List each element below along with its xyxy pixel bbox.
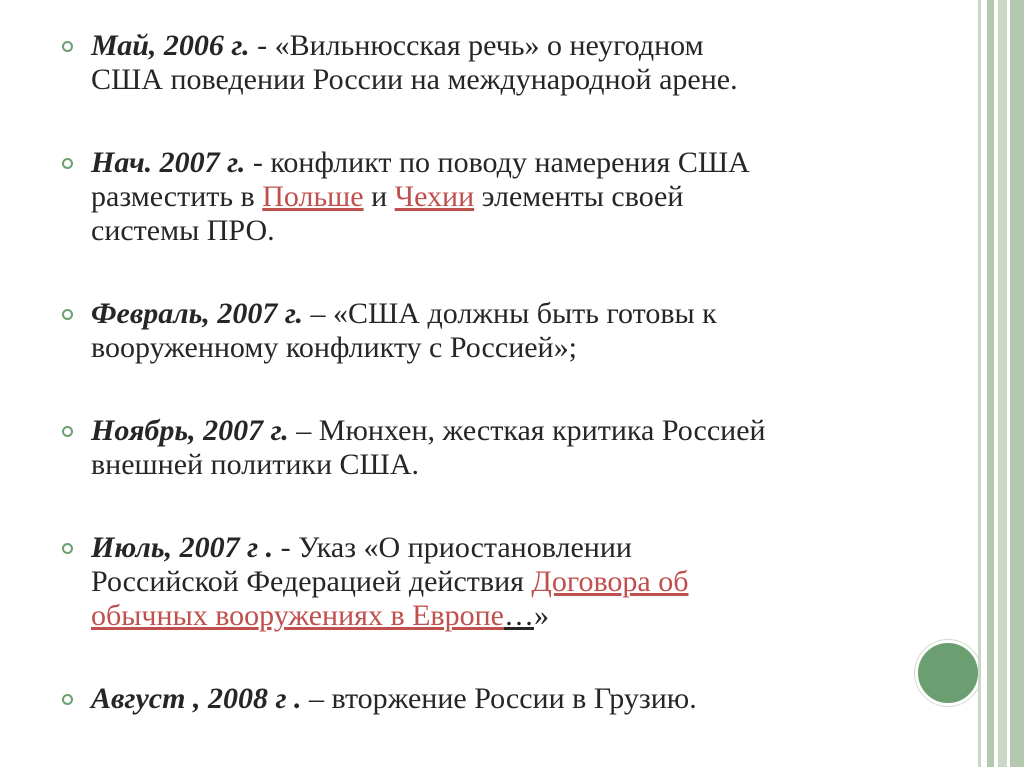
item-text: - конфликт по поводу намерения США: [245, 146, 750, 179]
stripe: [998, 0, 1007, 767]
stripe: [987, 0, 994, 767]
item-text: элементы своей: [474, 180, 684, 213]
list-item: [62, 297, 882, 365]
item-text: – «США должны быть готовы к: [303, 297, 717, 330]
list-item: [62, 531, 882, 633]
link-poland[interactable]: Польше: [262, 180, 364, 213]
bullet-icon: [62, 426, 73, 437]
bullet-icon: [62, 309, 73, 320]
item-text: - «Вильнюсская речь» о неугодном: [249, 29, 704, 62]
item-text: США поведении России на международной арене.: [91, 63, 738, 96]
item-text: и: [363, 180, 395, 213]
item-date: Август , 2008 г .: [91, 682, 302, 715]
list-item: [62, 682, 882, 716]
item-text: Российской Федерацией действия: [91, 565, 532, 598]
link-cfe-treaty[interactable]: Договора об: [531, 565, 689, 598]
item-date: Февраль, 2007 г.: [91, 297, 304, 330]
item-text: »: [533, 599, 549, 632]
list-item: [62, 414, 882, 482]
decorative-circle: [915, 640, 981, 706]
link-ellipsis[interactable]: …: [503, 599, 534, 632]
link-czechia[interactable]: Чехии: [394, 180, 475, 213]
list-item: [62, 146, 882, 248]
stripe: [1010, 0, 1024, 767]
item-text: системы ПРО.: [91, 214, 275, 247]
bullet-icon: [62, 543, 73, 554]
decorative-stripes: [978, 0, 1024, 767]
link-cfe-treaty-cont[interactable]: обычных вооружениях в Европе: [91, 599, 504, 632]
item-date: Июль, 2007 г .: [91, 531, 274, 564]
item-date: Май, 2006 г.: [91, 29, 250, 62]
item-date: Нач. 2007 г.: [91, 146, 246, 179]
bullet-icon: [62, 694, 73, 705]
item-text: вооруженному конфликту с Россией»;: [91, 331, 577, 364]
list-item: [62, 29, 882, 97]
bullet-icon: [62, 41, 73, 52]
item-text: - Указ «О приостановлении: [273, 531, 632, 564]
item-text: разместить в: [91, 180, 263, 213]
item-text: внешней политики США.: [91, 448, 419, 481]
item-date: Ноябрь, 2007 г.: [91, 414, 289, 447]
timeline-list: [62, 29, 882, 716]
item-text: – вторжение России в Грузию.: [301, 682, 697, 715]
bullet-icon: [62, 158, 73, 169]
item-text: – Мюнхен, жесткая критика Россией: [288, 414, 766, 447]
